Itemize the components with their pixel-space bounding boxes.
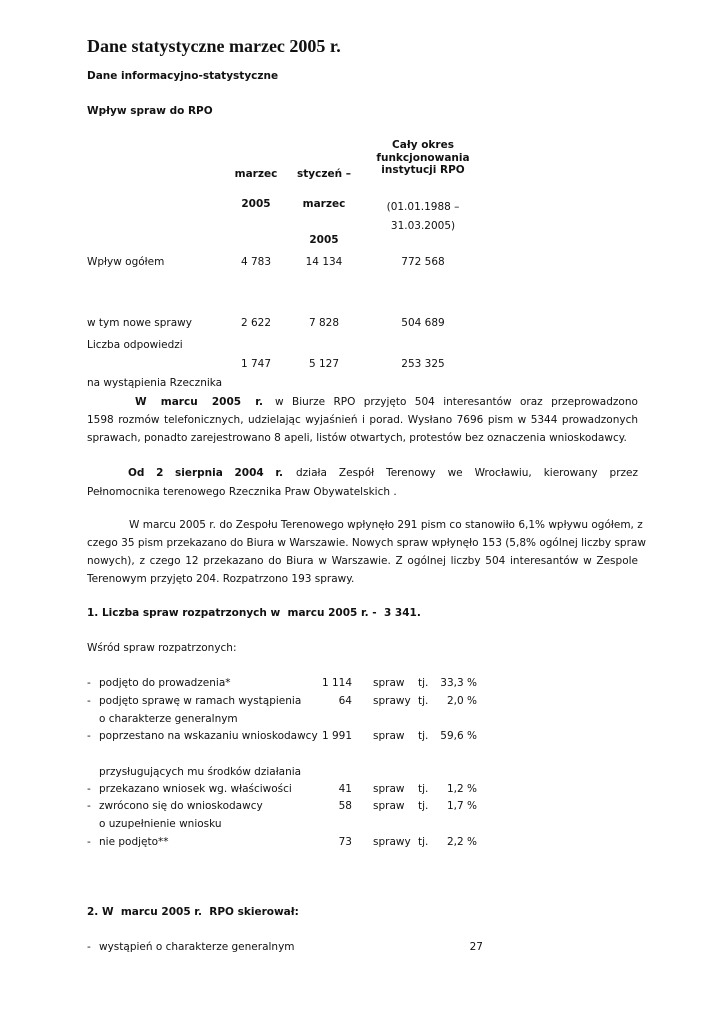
list-item-label: podjęto do prowadzenia* [99, 677, 231, 689]
table-cell: 5 127 [308, 358, 340, 370]
paragraph-1-line-1 [87, 396, 638, 408]
paragraph-3-line-3: nowych), z czego 12 przekazano do Biura w Warszawie. Z ogólnej liczby 504 interesantów w Zespole [87, 555, 638, 567]
list-item-percent: 2,0 % [446, 695, 477, 707]
list-item-dash: - [87, 783, 91, 795]
list-item-dash: - [87, 677, 91, 689]
list-item-unit: spraw [373, 730, 405, 742]
list-item-unit: spraw [373, 783, 405, 795]
list-item-tj: tj. [418, 677, 429, 689]
list-item-dash: - [87, 836, 91, 848]
list-item-tj: tj. [418, 800, 429, 812]
table-header-col1-year: 2005 [241, 198, 271, 210]
table-header-col2-range: styczeń – [297, 168, 351, 180]
subtitle: Dane informacyjno-statystyczne [87, 70, 279, 82]
list-item-label: przekazano wniosek wg. właściwości [99, 783, 292, 795]
table-header-col3-line3: instytucji RPO [381, 164, 465, 176]
section-1-heading: 1. Liczba spraw rozpatrzonych w marcu 2005 r. - 3 341. [87, 607, 421, 619]
paragraph-2-line-1-rest: działa Zespół Terenowy we Wrocławiu, kierowany przez [296, 467, 638, 479]
paragraph-1-lead: W marcu 2005 r. [135, 396, 263, 408]
paragraph-3-line-4: Terenowym przyjęto 204. Rozpatrzono 193 sprawy. [87, 573, 355, 585]
table-row-label-cont: na wystąpienia Rzecznika [87, 377, 223, 389]
table-header-col2-month: marzec [302, 198, 346, 210]
table-cell: 253 325 [401, 358, 445, 370]
table-cell: 4 783 [240, 256, 272, 268]
list-item-label: nie podjęto** [99, 836, 169, 848]
table-header-col3-period-end: 31.03.2005) [390, 220, 456, 232]
table-cell: 1 747 [240, 358, 272, 370]
list-item-percent: 2,2 % [446, 836, 477, 848]
list-item-percent: 33,3 % [440, 677, 477, 689]
table-cell: 7 828 [308, 317, 340, 329]
table-cell: 2 622 [240, 317, 272, 329]
list-item-unit: spraw [373, 677, 405, 689]
page-title: Dane statystyczne marzec 2005 r. [87, 36, 341, 56]
table-header-col3-line2: funkcjonowania [376, 152, 470, 164]
table-row-label: Wpływ ogółem [87, 256, 165, 268]
table-header-col2-year: 2005 [309, 234, 339, 246]
list-item-percent: 59,6 % [440, 730, 477, 742]
table-row-label: w tym nowe sprawy [87, 317, 192, 329]
paragraph-2-lead: Od 2 sierpnia 2004 r. [128, 467, 283, 479]
section-heading-wplyw: Wpływ spraw do RPO [87, 105, 213, 117]
list-item-count: 41 [338, 783, 352, 795]
last-item-count: 27 [469, 941, 483, 953]
list-item-tj: tj. [418, 783, 429, 795]
table-cell: 504 689 [401, 317, 445, 329]
list-item-percent: 1,7 % [446, 800, 477, 812]
list-item-count: 1 114 [321, 677, 352, 689]
last-item-dash: - [87, 941, 91, 953]
last-item-label: wystąpień o charakterze generalnym [99, 941, 295, 953]
table-header-col3-line1: Cały okres [392, 139, 454, 151]
list-item-count: 1 991 [321, 730, 352, 742]
list-item-dash: - [87, 800, 91, 812]
paragraph-2-line-1 [87, 467, 638, 479]
list-item-percent: 1,2 % [446, 783, 477, 795]
among-label: Wśród spraw rozpatrzonych: [87, 642, 237, 654]
list-item-label: przysługujących mu środków działania [99, 766, 302, 778]
section-2-heading: 2. W marcu 2005 r. RPO skierował: [87, 906, 299, 918]
list-item-label: o uzupełnienie wniosku [99, 818, 222, 830]
list-item-unit: sprawy [373, 836, 411, 848]
table-header-col3-period-start: (01.01.1988 – [386, 201, 460, 213]
list-item-count: 58 [338, 800, 352, 812]
list-item-dash: - [87, 695, 91, 707]
table-row-label: Liczba odpowiedzi [87, 339, 183, 351]
list-item-unit: spraw [373, 800, 405, 812]
list-item-count: 73 [338, 836, 352, 848]
list-item-label: zwrócono się do wnioskodawcy [99, 800, 263, 812]
list-item-count: 64 [338, 695, 352, 707]
table-header-col1-month: marzec [234, 168, 278, 180]
paragraph-1-line-3: sprawach, ponadto zarejestrowano 8 apeli, listów otwartych, protestów bez oznaczenia wnioskodawcy. [87, 432, 627, 444]
paragraph-3-line-1: W marcu 2005 r. do Zespołu Terenowego wpłynęło 291 pism co stanowiło 6,1% wpływu ogółem, z [129, 519, 643, 531]
paragraph-2-line-2: Pełnomocnika terenowego Rzecznika Praw Obywatelskich . [87, 486, 397, 498]
paragraph-3-line-2: czego 35 pism przekazano do Biura w Warszawie. Nowych spraw wpłynęło 153 (5,8% ogólnej liczby spraw [87, 537, 646, 549]
list-item-tj: tj. [418, 695, 429, 707]
list-item-tj: tj. [418, 836, 429, 848]
list-item-label: podjęto sprawę w ramach wystąpienia [99, 695, 302, 707]
table-cell: 772 568 [401, 256, 445, 268]
table-cell: 14 134 [305, 256, 343, 268]
list-item-label: o charakterze generalnym [99, 713, 238, 725]
paragraph-1-line-2: 1598 rozmów telefonicznych, udzielając wyjaśnień i porad. Wysłano 7696 pism w 5344 prowadzonych [87, 414, 638, 426]
paragraph-1-line-1-rest: w Biurze RPO przyjęto 504 interesantów oraz przeprowadzono [275, 396, 638, 408]
list-item-tj: tj. [418, 730, 429, 742]
list-item-unit: sprawy [373, 695, 411, 707]
list-item-label: poprzestano na wskazaniu wnioskodawcy [99, 730, 318, 742]
list-item-dash: - [87, 730, 91, 742]
